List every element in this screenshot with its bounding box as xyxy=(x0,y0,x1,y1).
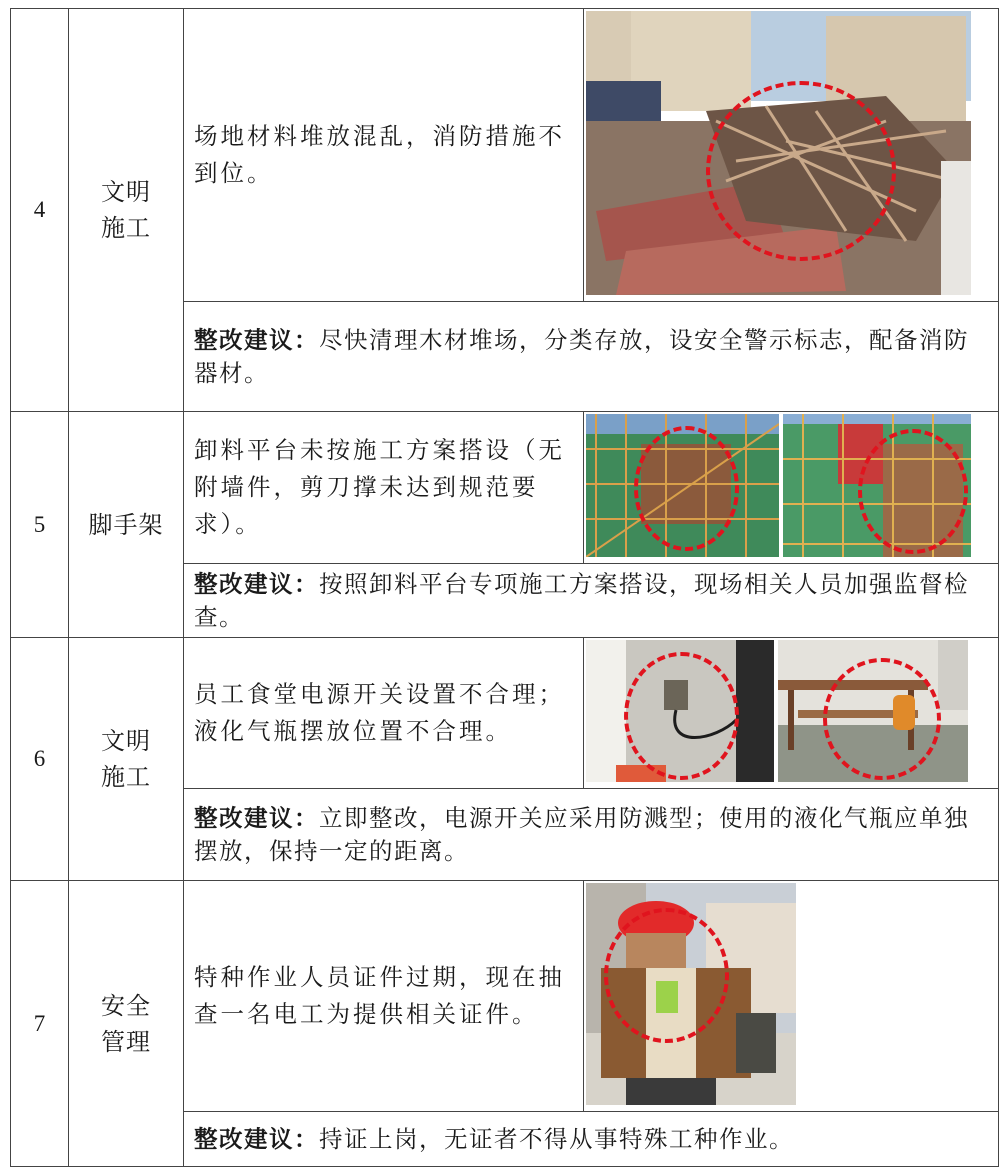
suggestion-text: 立即整改，电源开关应采用防溅型；使用的液化气瓶应单独摆放，保持一定的距离。 xyxy=(194,803,969,865)
suggestion-text: 按照卸料平台专项施工方案搭设，现场相关人员加强监督检查。 xyxy=(194,569,969,631)
category-cell xyxy=(69,9,184,412)
photo-cell xyxy=(584,638,999,789)
highlight-circle-icon xyxy=(624,652,739,780)
rectification-suggestion xyxy=(184,1112,999,1167)
category-line: 安全 xyxy=(101,991,151,1020)
issue-description: 场地材料堆放混乱，消防措施不到位。 xyxy=(184,9,584,302)
category-line: 脚手架 xyxy=(88,510,164,539)
row-number: 7 xyxy=(11,881,69,1167)
rectification-suggestion xyxy=(184,789,999,881)
highlight-circle-icon xyxy=(604,908,729,1043)
electrician-photo xyxy=(586,883,796,1109)
suggestion-text: 持证上岗，无证者不得从事特殊工种作业。 xyxy=(319,1124,794,1153)
photo-cell xyxy=(584,881,999,1112)
issue-description: 员工食堂电源开关设置不合理；液化气瓶摆放位置不合理。 xyxy=(184,638,584,789)
scaffold-photo-1 xyxy=(586,414,779,561)
photo-cell xyxy=(584,9,999,302)
rectification-suggestion xyxy=(184,564,999,638)
issue-description: 特种作业人员证件过期，现在抽查一名电工为提供相关证件。 xyxy=(184,881,584,1112)
category-cell xyxy=(69,881,184,1167)
gas-cylinder-photo xyxy=(778,640,968,786)
scaffold-photo-2 xyxy=(783,414,971,561)
suggestion-label: 整改建议： xyxy=(194,803,319,832)
highlight-circle-icon xyxy=(858,429,968,554)
inspection-table xyxy=(10,8,999,1167)
category-cell xyxy=(69,412,184,638)
photo-cell xyxy=(584,412,999,564)
category-line: 文明 xyxy=(101,178,151,206)
suggestion-label: 整改建议： xyxy=(194,569,319,598)
highlight-circle-icon xyxy=(823,658,941,780)
rectification-suggestion xyxy=(184,302,999,412)
highlight-circle-icon xyxy=(634,426,739,551)
suggestion-label: 整改建议： xyxy=(194,1124,319,1153)
row-number: 5 xyxy=(11,412,69,638)
category-line: 管理 xyxy=(101,1027,151,1056)
category-line: 施工 xyxy=(101,214,151,242)
category-line: 施工 xyxy=(101,763,151,791)
wood-pile-photo xyxy=(586,11,971,299)
issue-description: 卸料平台未按施工方案搭设（无附墙件，剪刀撑未达到规范要求）。 xyxy=(184,412,584,564)
category-cell xyxy=(69,638,184,881)
suggestion-label: 整改建议： xyxy=(194,325,319,354)
row-number: 4 xyxy=(11,9,69,412)
highlight-circle-icon xyxy=(706,81,896,261)
switch-photo xyxy=(586,640,774,786)
category-line: 文明 xyxy=(101,727,151,755)
suggestion-text: 尽快清理木材堆场，分类存放，设安全警示标志，配备消防器材。 xyxy=(194,325,969,387)
row-number: 6 xyxy=(11,638,69,881)
